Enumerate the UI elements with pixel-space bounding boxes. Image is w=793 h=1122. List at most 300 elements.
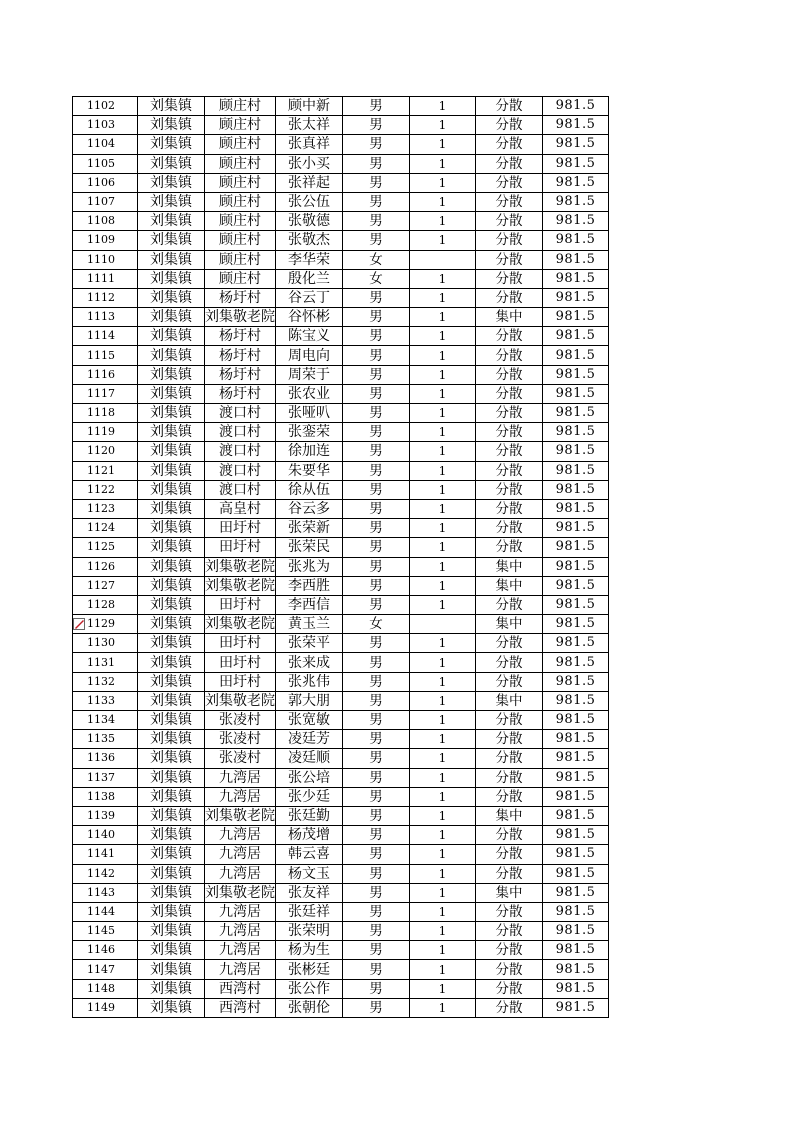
cell-village[interactable] — [205, 192, 276, 211]
cell-gender[interactable] — [343, 883, 410, 902]
cell-support-mode[interactable] — [476, 883, 543, 902]
cell-amount[interactable] — [543, 538, 609, 557]
cell-person-name[interactable] — [276, 384, 343, 403]
table-row[interactable] — [73, 941, 609, 960]
cell-count[interactable] — [410, 173, 476, 192]
table-row[interactable] — [73, 787, 609, 806]
cell-town[interactable] — [138, 979, 205, 998]
cell-village[interactable] — [205, 365, 276, 384]
cell-town[interactable] — [138, 576, 205, 595]
cell-gender[interactable] — [343, 941, 410, 960]
cell-gender[interactable] — [343, 960, 410, 979]
cell-count[interactable] — [410, 135, 476, 154]
cell-amount[interactable] — [543, 806, 609, 825]
cell-town[interactable] — [138, 192, 205, 211]
cell-village[interactable] — [205, 941, 276, 960]
cell-amount[interactable] — [543, 173, 609, 192]
cell-support-mode[interactable] — [476, 499, 543, 518]
cell-town[interactable] — [138, 461, 205, 480]
table-row[interactable] — [73, 845, 609, 864]
cell-village[interactable] — [205, 653, 276, 672]
cell-amount[interactable] — [543, 615, 609, 634]
cell-town[interactable] — [138, 960, 205, 979]
cell-id[interactable] — [73, 691, 138, 710]
cell-town[interactable] — [138, 250, 205, 269]
cell-count[interactable] — [410, 768, 476, 787]
cell-town[interactable] — [138, 653, 205, 672]
table-row[interactable] — [73, 346, 609, 365]
cell-person-name[interactable] — [276, 538, 343, 557]
cell-count[interactable] — [410, 615, 476, 634]
table-row[interactable] — [73, 595, 609, 614]
cell-village[interactable] — [205, 864, 276, 883]
cell-amount[interactable] — [543, 634, 609, 653]
table-row[interactable] — [73, 365, 609, 384]
cell-amount[interactable] — [543, 519, 609, 538]
cell-town[interactable] — [138, 749, 205, 768]
cell-id[interactable] — [73, 749, 138, 768]
cell-village[interactable] — [205, 576, 276, 595]
cell-gender[interactable] — [343, 998, 410, 1017]
cell-gender[interactable] — [343, 615, 410, 634]
cell-village[interactable] — [205, 384, 276, 403]
cell-id[interactable] — [73, 557, 138, 576]
cell-support-mode[interactable] — [476, 173, 543, 192]
cell-amount[interactable] — [543, 941, 609, 960]
cell-person-name[interactable] — [276, 595, 343, 614]
cell-gender[interactable] — [343, 902, 410, 921]
cell-gender[interactable] — [343, 634, 410, 653]
cell-count[interactable] — [410, 192, 476, 211]
cell-person-name[interactable] — [276, 826, 343, 845]
cell-person-name[interactable] — [276, 461, 343, 480]
cell-town[interactable] — [138, 327, 205, 346]
cell-support-mode[interactable] — [476, 557, 543, 576]
cell-id[interactable] — [73, 538, 138, 557]
cell-gender[interactable] — [343, 269, 410, 288]
cell-gender[interactable] — [343, 192, 410, 211]
table-row[interactable] — [73, 691, 609, 710]
table-row[interactable] — [73, 192, 609, 211]
cell-id[interactable] — [73, 902, 138, 921]
cell-count[interactable] — [410, 826, 476, 845]
cell-person-name[interactable] — [276, 442, 343, 461]
cell-id[interactable] — [73, 653, 138, 672]
table-row[interactable] — [73, 480, 609, 499]
cell-amount[interactable] — [543, 711, 609, 730]
cell-town[interactable] — [138, 634, 205, 653]
cell-gender[interactable] — [343, 308, 410, 327]
cell-village[interactable] — [205, 135, 276, 154]
cell-person-name[interactable] — [276, 423, 343, 442]
cell-town[interactable] — [138, 768, 205, 787]
cell-town[interactable] — [138, 730, 205, 749]
cell-count[interactable] — [410, 231, 476, 250]
cell-count[interactable] — [410, 480, 476, 499]
cell-village[interactable] — [205, 960, 276, 979]
cell-count[interactable] — [410, 97, 476, 116]
cell-village[interactable] — [205, 154, 276, 173]
table-row[interactable] — [73, 615, 609, 634]
cell-gender[interactable] — [343, 346, 410, 365]
cell-amount[interactable] — [543, 154, 609, 173]
cell-gender[interactable] — [343, 730, 410, 749]
table-row[interactable] — [73, 384, 609, 403]
cell-town[interactable] — [138, 97, 205, 116]
cell-count[interactable] — [410, 250, 476, 269]
cell-village[interactable] — [205, 116, 276, 135]
cell-gender[interactable] — [343, 327, 410, 346]
cell-count[interactable] — [410, 634, 476, 653]
cell-id[interactable] — [73, 461, 138, 480]
table-row[interactable] — [73, 269, 609, 288]
cell-gender[interactable] — [343, 442, 410, 461]
cell-person-name[interactable] — [276, 922, 343, 941]
cell-gender[interactable] — [343, 135, 410, 154]
cell-count[interactable] — [410, 845, 476, 864]
cell-support-mode[interactable] — [476, 595, 543, 614]
cell-person-name[interactable] — [276, 691, 343, 710]
table-row[interactable] — [73, 538, 609, 557]
cell-village[interactable] — [205, 404, 276, 423]
cell-person-name[interactable] — [276, 269, 343, 288]
cell-amount[interactable] — [543, 845, 609, 864]
cell-id[interactable] — [73, 499, 138, 518]
cell-id[interactable] — [73, 960, 138, 979]
cell-town[interactable] — [138, 423, 205, 442]
cell-village[interactable] — [205, 480, 276, 499]
cell-support-mode[interactable] — [476, 135, 543, 154]
table-row[interactable] — [73, 231, 609, 250]
cell-person-name[interactable] — [276, 979, 343, 998]
cell-support-mode[interactable] — [476, 384, 543, 403]
cell-count[interactable] — [410, 711, 476, 730]
cell-id[interactable] — [73, 250, 138, 269]
cell-gender[interactable] — [343, 653, 410, 672]
cell-id[interactable] — [73, 941, 138, 960]
table-row[interactable] — [73, 173, 609, 192]
cell-id[interactable] — [73, 998, 138, 1017]
cell-amount[interactable] — [543, 384, 609, 403]
cell-amount[interactable] — [543, 97, 609, 116]
cell-count[interactable] — [410, 576, 476, 595]
cell-village[interactable] — [205, 423, 276, 442]
cell-village[interactable] — [205, 672, 276, 691]
cell-town[interactable] — [138, 883, 205, 902]
cell-village[interactable] — [205, 998, 276, 1017]
cell-gender[interactable] — [343, 672, 410, 691]
cell-village[interactable] — [205, 845, 276, 864]
cell-person-name[interactable] — [276, 557, 343, 576]
cell-amount[interactable] — [543, 902, 609, 921]
cell-village[interactable] — [205, 97, 276, 116]
cell-support-mode[interactable] — [476, 768, 543, 787]
cell-id[interactable] — [73, 173, 138, 192]
cell-id[interactable] — [73, 576, 138, 595]
cell-person-name[interactable] — [276, 864, 343, 883]
cell-amount[interactable] — [543, 423, 609, 442]
cell-village[interactable] — [205, 787, 276, 806]
cell-amount[interactable] — [543, 922, 609, 941]
cell-gender[interactable] — [343, 979, 410, 998]
table-row[interactable] — [73, 404, 609, 423]
table-row[interactable] — [73, 97, 609, 116]
cell-village[interactable] — [205, 979, 276, 998]
cell-amount[interactable] — [543, 960, 609, 979]
cell-gender[interactable] — [343, 576, 410, 595]
cell-support-mode[interactable] — [476, 346, 543, 365]
table-row[interactable] — [73, 250, 609, 269]
cell-person-name[interactable] — [276, 672, 343, 691]
cell-count[interactable] — [410, 269, 476, 288]
cell-id[interactable] — [73, 595, 138, 614]
cell-town[interactable] — [138, 557, 205, 576]
cell-id[interactable] — [73, 864, 138, 883]
cell-id[interactable] — [73, 192, 138, 211]
cell-person-name[interactable] — [276, 615, 343, 634]
cell-town[interactable] — [138, 538, 205, 557]
cell-village[interactable] — [205, 269, 276, 288]
cell-amount[interactable] — [543, 327, 609, 346]
cell-amount[interactable] — [543, 787, 609, 806]
cell-person-name[interactable] — [276, 404, 343, 423]
cell-count[interactable] — [410, 922, 476, 941]
cell-town[interactable] — [138, 672, 205, 691]
cell-amount[interactable] — [543, 308, 609, 327]
cell-person-name[interactable] — [276, 634, 343, 653]
cell-gender[interactable] — [343, 97, 410, 116]
table-row[interactable] — [73, 135, 609, 154]
cell-person-name[interactable] — [276, 212, 343, 231]
cell-person-name[interactable] — [276, 288, 343, 307]
cell-count[interactable] — [410, 806, 476, 825]
cell-town[interactable] — [138, 787, 205, 806]
cell-count[interactable] — [410, 499, 476, 518]
cell-village[interactable] — [205, 691, 276, 710]
cell-support-mode[interactable] — [476, 711, 543, 730]
cell-gender[interactable] — [343, 212, 410, 231]
table-row[interactable] — [73, 826, 609, 845]
cell-id[interactable] — [73, 365, 138, 384]
cell-amount[interactable] — [543, 212, 609, 231]
cell-amount[interactable] — [543, 135, 609, 154]
cell-id[interactable] — [73, 404, 138, 423]
cell-id[interactable] — [73, 288, 138, 307]
cell-person-name[interactable] — [276, 960, 343, 979]
cell-village[interactable] — [205, 595, 276, 614]
cell-id[interactable] — [73, 787, 138, 806]
cell-amount[interactable] — [543, 288, 609, 307]
table-row[interactable] — [73, 288, 609, 307]
cell-amount[interactable] — [543, 192, 609, 211]
cell-town[interactable] — [138, 480, 205, 499]
cell-count[interactable] — [410, 960, 476, 979]
cell-village[interactable] — [205, 499, 276, 518]
cell-id[interactable] — [73, 423, 138, 442]
cell-support-mode[interactable] — [476, 615, 543, 634]
cell-person-name[interactable] — [276, 883, 343, 902]
cell-id[interactable] — [73, 480, 138, 499]
cell-gender[interactable] — [343, 787, 410, 806]
cell-village[interactable] — [205, 922, 276, 941]
cell-person-name[interactable] — [276, 711, 343, 730]
cell-town[interactable] — [138, 864, 205, 883]
cell-person-name[interactable] — [276, 845, 343, 864]
cell-village[interactable] — [205, 902, 276, 921]
cell-village[interactable] — [205, 212, 276, 231]
cell-support-mode[interactable] — [476, 749, 543, 768]
cell-gender[interactable] — [343, 499, 410, 518]
cell-gender[interactable] — [343, 749, 410, 768]
cell-support-mode[interactable] — [476, 691, 543, 710]
cell-village[interactable] — [205, 346, 276, 365]
cell-count[interactable] — [410, 154, 476, 173]
cell-town[interactable] — [138, 384, 205, 403]
cell-support-mode[interactable] — [476, 192, 543, 211]
cell-amount[interactable] — [543, 672, 609, 691]
cell-town[interactable] — [138, 806, 205, 825]
cell-count[interactable] — [410, 672, 476, 691]
cell-person-name[interactable] — [276, 154, 343, 173]
cell-count[interactable] — [410, 691, 476, 710]
cell-count[interactable] — [410, 384, 476, 403]
cell-person-name[interactable] — [276, 327, 343, 346]
table-row[interactable] — [73, 212, 609, 231]
cell-gender[interactable] — [343, 231, 410, 250]
table-row[interactable] — [73, 768, 609, 787]
cell-support-mode[interactable] — [476, 365, 543, 384]
cell-id[interactable] — [73, 634, 138, 653]
cell-support-mode[interactable] — [476, 979, 543, 998]
cell-support-mode[interactable] — [476, 231, 543, 250]
cell-gender[interactable] — [343, 250, 410, 269]
cell-id[interactable] — [73, 327, 138, 346]
cell-support-mode[interactable] — [476, 154, 543, 173]
table-row[interactable] — [73, 730, 609, 749]
cell-count[interactable] — [410, 365, 476, 384]
cell-support-mode[interactable] — [476, 998, 543, 1017]
cell-support-mode[interactable] — [476, 902, 543, 921]
cell-id[interactable] — [73, 768, 138, 787]
cell-village[interactable] — [205, 768, 276, 787]
cell-support-mode[interactable] — [476, 327, 543, 346]
cell-town[interactable] — [138, 845, 205, 864]
cell-amount[interactable] — [543, 979, 609, 998]
cell-count[interactable] — [410, 979, 476, 998]
cell-amount[interactable] — [543, 269, 609, 288]
cell-person-name[interactable] — [276, 250, 343, 269]
cell-support-mode[interactable] — [476, 538, 543, 557]
cell-village[interactable] — [205, 173, 276, 192]
cell-person-name[interactable] — [276, 97, 343, 116]
cell-amount[interactable] — [543, 595, 609, 614]
cell-support-mode[interactable] — [476, 308, 543, 327]
cell-amount[interactable] — [543, 768, 609, 787]
cell-support-mode[interactable] — [476, 922, 543, 941]
cell-id[interactable] — [73, 845, 138, 864]
cell-count[interactable] — [410, 941, 476, 960]
cell-support-mode[interactable] — [476, 250, 543, 269]
cell-support-mode[interactable] — [476, 461, 543, 480]
cell-count[interactable] — [410, 346, 476, 365]
table-row[interactable] — [73, 979, 609, 998]
cell-support-mode[interactable] — [476, 941, 543, 960]
cell-support-mode[interactable] — [476, 845, 543, 864]
cell-id[interactable] — [73, 231, 138, 250]
cell-count[interactable] — [410, 423, 476, 442]
cell-support-mode[interactable] — [476, 826, 543, 845]
cell-count[interactable] — [410, 327, 476, 346]
cell-amount[interactable] — [543, 499, 609, 518]
cell-count[interactable] — [410, 787, 476, 806]
cell-person-name[interactable] — [276, 480, 343, 499]
cell-person-name[interactable] — [276, 787, 343, 806]
cell-amount[interactable] — [543, 480, 609, 499]
table-row[interactable] — [73, 634, 609, 653]
cell-person-name[interactable] — [276, 902, 343, 921]
cell-person-name[interactable] — [276, 231, 343, 250]
cell-gender[interactable] — [343, 423, 410, 442]
cell-id[interactable] — [73, 442, 138, 461]
cell-village[interactable] — [205, 231, 276, 250]
cell-count[interactable] — [410, 730, 476, 749]
cell-gender[interactable] — [343, 288, 410, 307]
cell-count[interactable] — [410, 902, 476, 921]
cell-gender[interactable] — [343, 384, 410, 403]
cell-town[interactable] — [138, 173, 205, 192]
cell-person-name[interactable] — [276, 135, 343, 154]
cell-amount[interactable] — [543, 576, 609, 595]
cell-town[interactable] — [138, 691, 205, 710]
cell-gender[interactable] — [343, 116, 410, 135]
cell-person-name[interactable] — [276, 653, 343, 672]
table-row[interactable] — [73, 883, 609, 902]
cell-person-name[interactable] — [276, 346, 343, 365]
cell-person-name[interactable] — [276, 730, 343, 749]
table-row[interactable] — [73, 711, 609, 730]
cell-amount[interactable] — [543, 864, 609, 883]
cell-count[interactable] — [410, 557, 476, 576]
cell-support-mode[interactable] — [476, 212, 543, 231]
cell-count[interactable] — [410, 308, 476, 327]
cell-town[interactable] — [138, 116, 205, 135]
cell-town[interactable] — [138, 404, 205, 423]
cell-count[interactable] — [410, 595, 476, 614]
cell-gender[interactable] — [343, 691, 410, 710]
cell-id[interactable] — [73, 384, 138, 403]
cell-village[interactable] — [205, 883, 276, 902]
cell-person-name[interactable] — [276, 308, 343, 327]
cell-person-name[interactable] — [276, 116, 343, 135]
cell-support-mode[interactable] — [476, 806, 543, 825]
cell-person-name[interactable] — [276, 499, 343, 518]
cell-id[interactable] — [73, 97, 138, 116]
cell-count[interactable] — [410, 653, 476, 672]
cell-count[interactable] — [410, 883, 476, 902]
cell-person-name[interactable] — [276, 192, 343, 211]
cell-town[interactable] — [138, 998, 205, 1017]
cell-village[interactable] — [205, 461, 276, 480]
cell-town[interactable] — [138, 231, 205, 250]
cell-gender[interactable] — [343, 538, 410, 557]
cell-village[interactable] — [205, 806, 276, 825]
cell-person-name[interactable] — [276, 576, 343, 595]
table-row[interactable] — [73, 461, 609, 480]
cell-amount[interactable] — [543, 116, 609, 135]
cell-amount[interactable] — [543, 691, 609, 710]
cell-town[interactable] — [138, 154, 205, 173]
cell-village[interactable] — [205, 519, 276, 538]
